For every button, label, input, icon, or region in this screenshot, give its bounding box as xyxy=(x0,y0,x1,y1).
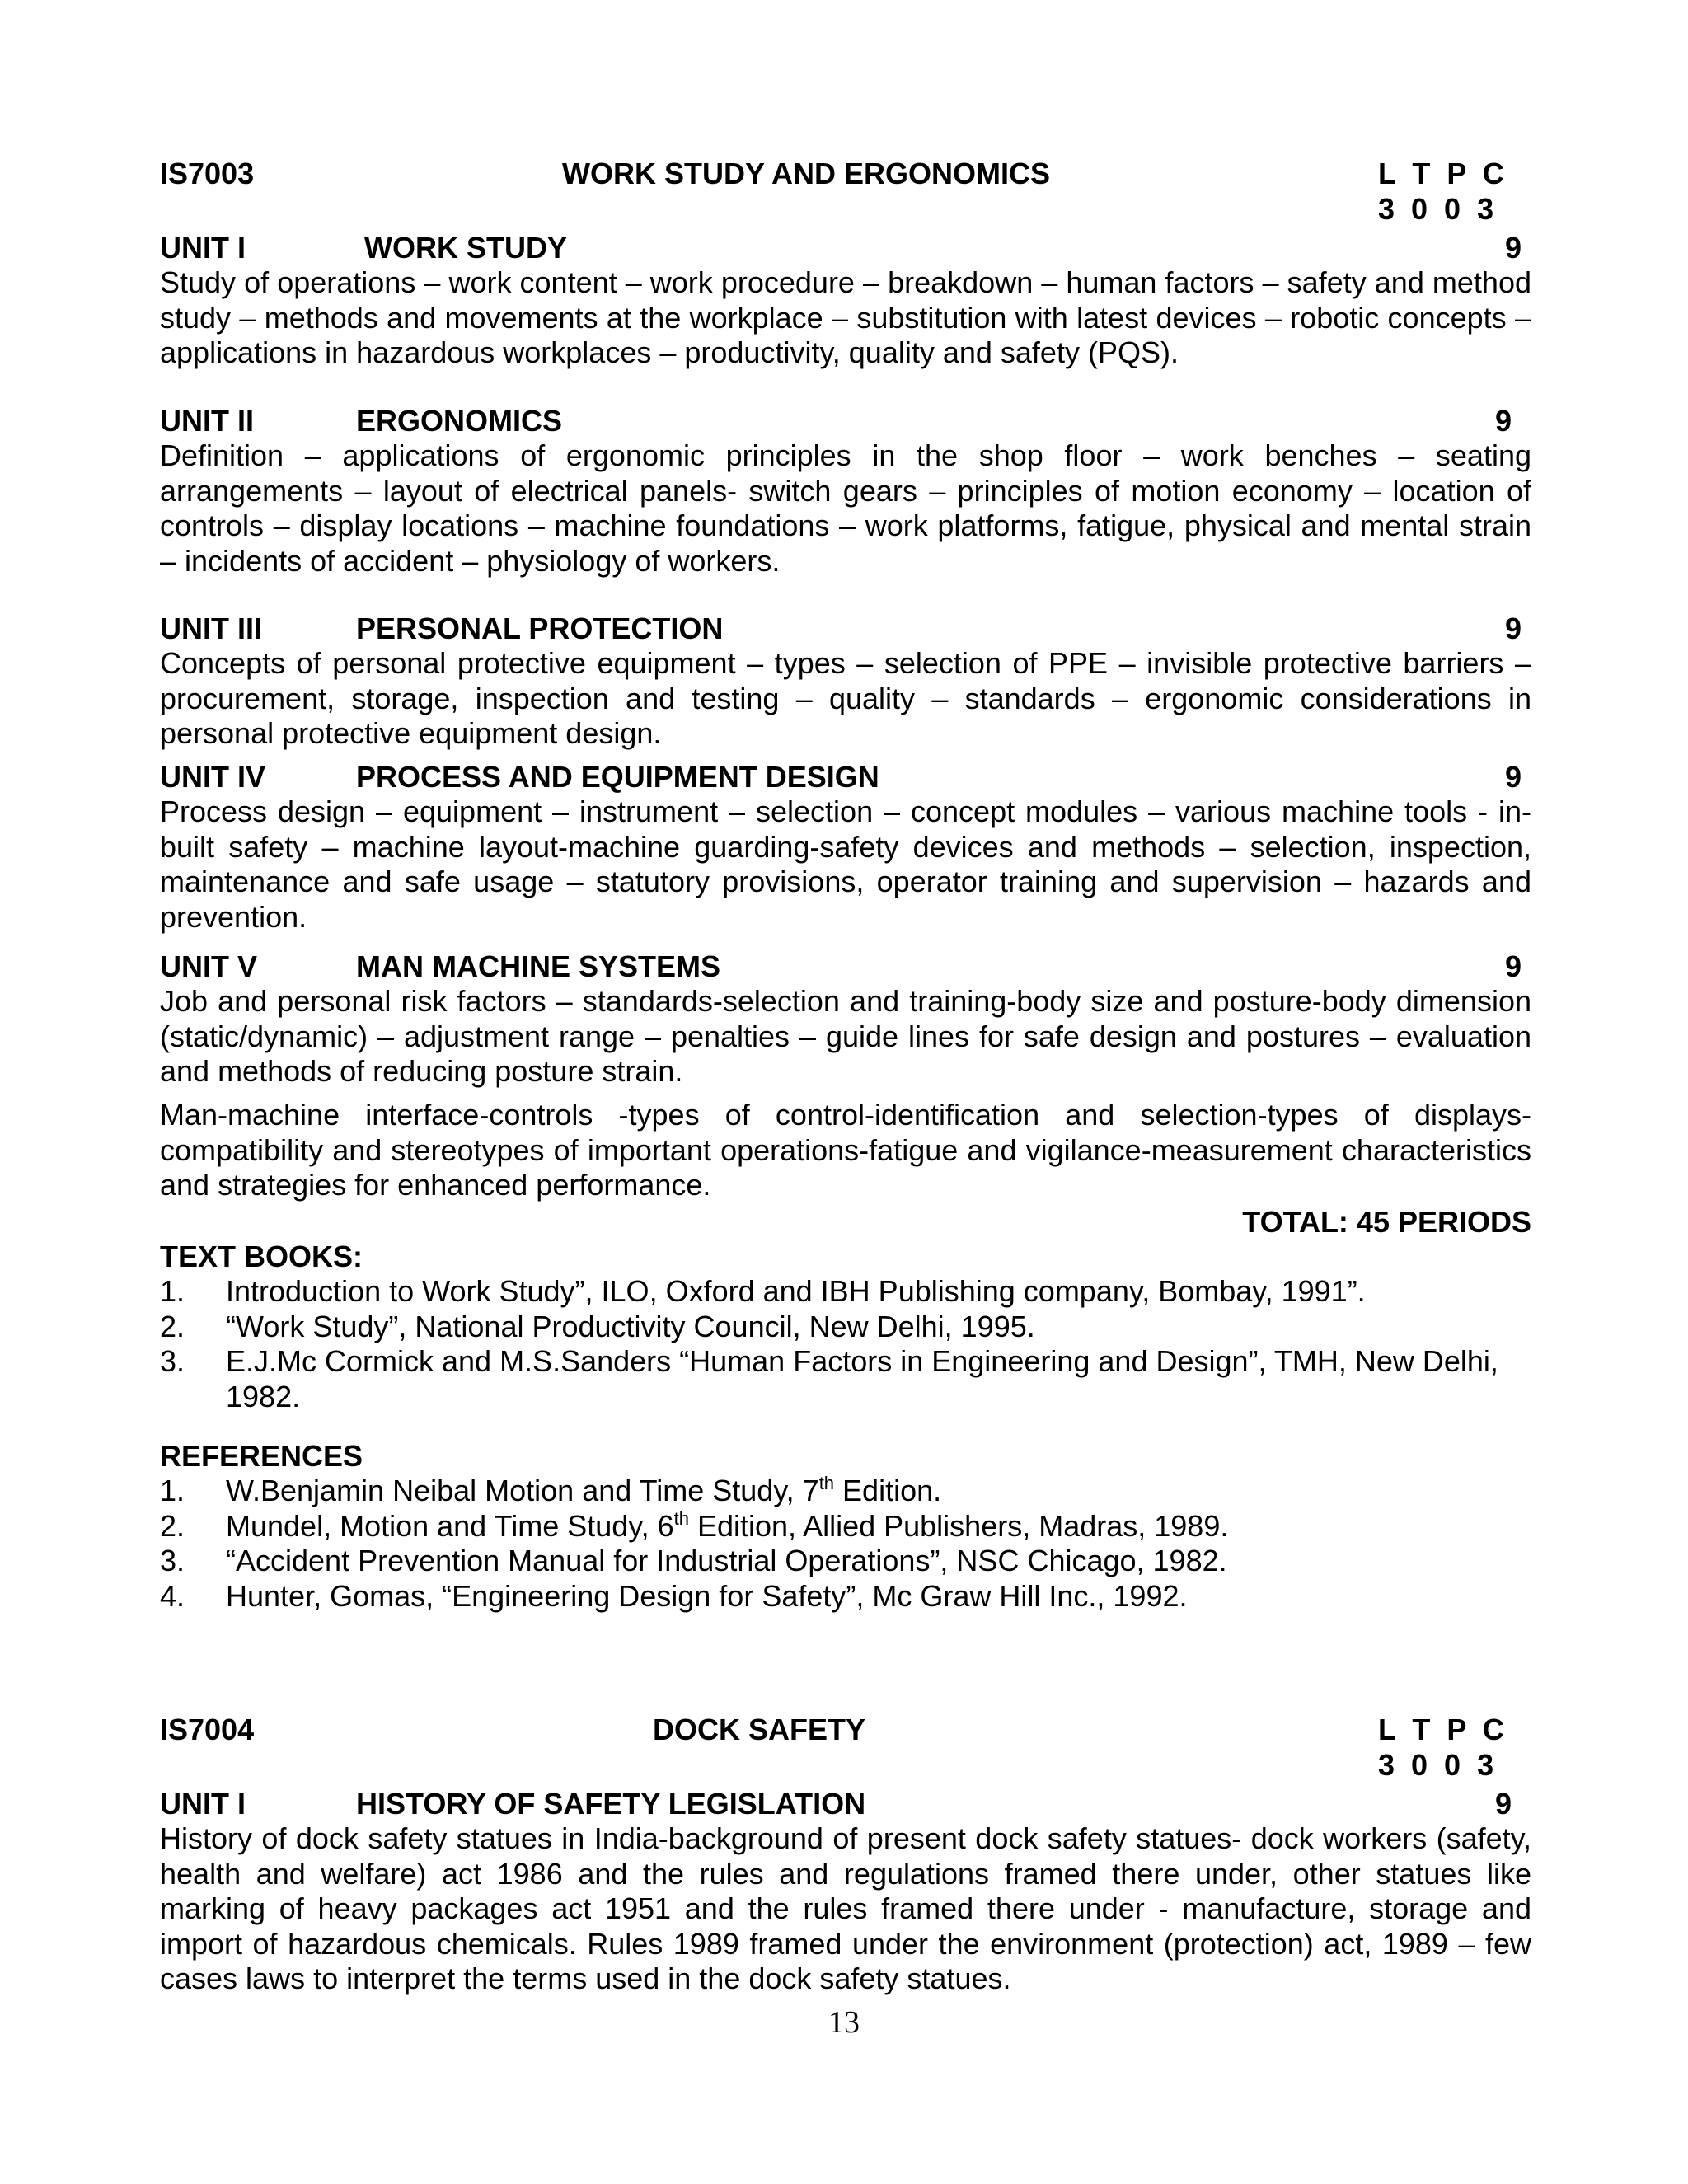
unit-description: Concepts of personal protective equipment – types – selection of PPE – invisible protective barriers – procurement, storage, inspection and testing – quality – standards – ergonomic considerations in personal protective equipment design. xyxy=(160,646,1531,750)
unit-description: Process design – equipment – instrument – selection – concept modules – various machine tools - in-built safety – machine layout-machine guarding-safety devices and methods – selection, inspection, maintenance and safe usage – statutory provisions, operator training and supervision – hazards and prevention. xyxy=(160,794,1531,934)
unit-title: PROCESS AND EQUIPMENT DESIGN xyxy=(356,760,879,794)
list-number: 1. xyxy=(160,1474,185,1507)
list-number: 2. xyxy=(160,1309,185,1343)
unit-description-continued: Man-machine interface-controls -types of control-identification and selection-types of displays-compatibility and stereotypes of important operations-fatigue and vigilance-measurement characteristics and strategies for enhanced performance. xyxy=(160,1098,1531,1202)
unit-description: Study of operations – work content – work procedure – breakdown – human factors – safety and method study – methods and movements at the workplace – substitution with latest devices – robotic concepts – applications in hazardous workplaces – productivity, quality and safety (PQS). xyxy=(160,265,1531,369)
list-text: W.Benjamin Neibal Motion and Time Study, 7 xyxy=(226,1474,819,1507)
list-item xyxy=(160,1579,1531,1615)
list-number: 4. xyxy=(160,1578,185,1613)
list-item xyxy=(160,1544,1531,1579)
page-number: 13 xyxy=(828,2005,860,2040)
course-title: DOCK SAFETY xyxy=(653,1713,866,1746)
ltpc-header: L T P C xyxy=(1378,157,1504,190)
list-number: 2. xyxy=(160,1508,185,1543)
total-periods: TOTAL: 45 PERIODS xyxy=(1242,1205,1531,1239)
ltpc-values: 3 0 0 3 xyxy=(1378,1748,1494,1782)
list-text-continued: Edition, Allied Publishers, Madras, 1989. xyxy=(688,1508,1229,1543)
superscript: th xyxy=(673,1507,689,1529)
list-item xyxy=(160,1509,1531,1544)
list-number: 1. xyxy=(160,1274,185,1308)
list-text-continued: Edition. xyxy=(834,1474,942,1507)
unit-hours: 9 xyxy=(1495,404,1512,438)
list-text: “Accident Prevention Manual for Industrial Operations”, NSC Chicago, 1982. xyxy=(226,1544,1227,1577)
unit-title: HISTORY OF SAFETY LEGISLATION xyxy=(356,1787,866,1821)
unit-hours: 9 xyxy=(1505,760,1522,794)
unit-hours: 9 xyxy=(1505,949,1522,983)
unit-label: UNIT I xyxy=(160,1787,246,1821)
references-list xyxy=(160,1474,1531,1614)
unit-label: UNIT I xyxy=(160,231,246,265)
unit-title: MAN MACHINE SYSTEMS xyxy=(356,949,721,983)
ltpc-header: L T P C xyxy=(1378,1713,1504,1746)
unit-title: ERGONOMICS xyxy=(356,404,563,438)
unit-hours: 9 xyxy=(1505,612,1522,645)
unit-description: Definition – applications of ergonomic principles in the shop floor – work benches – seating arrangements – layout of electrical panels- switch gears – principles of motion economy – location of controls – display locations – machine foundations – work platforms, fatigue, physical and mental strain – incidents of accident – physiology of workers. xyxy=(160,438,1531,578)
list-item xyxy=(160,1474,1531,1509)
unit-label: UNIT V xyxy=(160,949,258,983)
list-text: Mundel, Motion and Time Study, 6 xyxy=(226,1508,674,1543)
unit-description: History of dock safety statues in India-background of present dock safety statues- dock workers (safety, health and welfare) act 1986 and the rules and regulations framed there under, other statues like marking of heavy packages act 1951 and the rules framed there under - manufacture, storage and import of hazardous chemicals. Rules 1989 framed under the environment (protection) act, 1989 – few cases laws to interpret the terms used in the dock safety statues. xyxy=(160,1821,1531,1995)
course-code: IS7003 xyxy=(160,157,255,190)
ltpc-values: 3 0 0 3 xyxy=(1378,192,1494,226)
list-item xyxy=(160,1344,1531,1414)
unit-title: WORK STUDY xyxy=(364,231,567,265)
list-item xyxy=(160,1274,1531,1310)
list-text: Introduction to Work Study”, ILO, Oxford and IBH Publishing company, Bombay, 1991”. xyxy=(226,1274,1366,1308)
course-code: IS7004 xyxy=(160,1713,255,1746)
unit-description: Job and personal risk factors – standards-selection and training-body size and posture-body dimension (static/dynamic) – adjustment range – penalties – guide lines for safe design and postures – evaluation and methods of reducing posture strain. xyxy=(160,984,1531,1088)
references-heading: REFERENCES xyxy=(160,1439,363,1473)
list-number: 3. xyxy=(160,1544,185,1577)
list-text: “Work Study”, National Productivity Council, New Delhi, 1995. xyxy=(226,1309,1035,1343)
superscript: th xyxy=(818,1473,835,1493)
unit-hours: 9 xyxy=(1505,231,1522,265)
list-text: Hunter, Gomas, “Engineering Design for Safety”, Mc Graw Hill Inc., 1992. xyxy=(226,1578,1188,1613)
list-number: 3. xyxy=(160,1344,185,1378)
textbooks-heading: TEXT BOOKS: xyxy=(160,1240,363,1273)
textbooks-list xyxy=(160,1274,1531,1414)
unit-label: UNIT II xyxy=(160,404,254,438)
list-item xyxy=(160,1310,1531,1345)
unit-title: PERSONAL PROTECTION xyxy=(356,612,724,645)
unit-label: UNIT III xyxy=(160,612,262,645)
list-text: E.J.Mc Cormick and M.S.Sanders “Human Factors in Engineering and Design”, TMH, New Delhi, 1982. xyxy=(226,1344,1498,1413)
unit-label: UNIT IV xyxy=(160,760,266,794)
course-title: WORK STUDY AND ERGONOMICS xyxy=(562,157,1051,190)
unit-hours: 9 xyxy=(1495,1787,1512,1821)
